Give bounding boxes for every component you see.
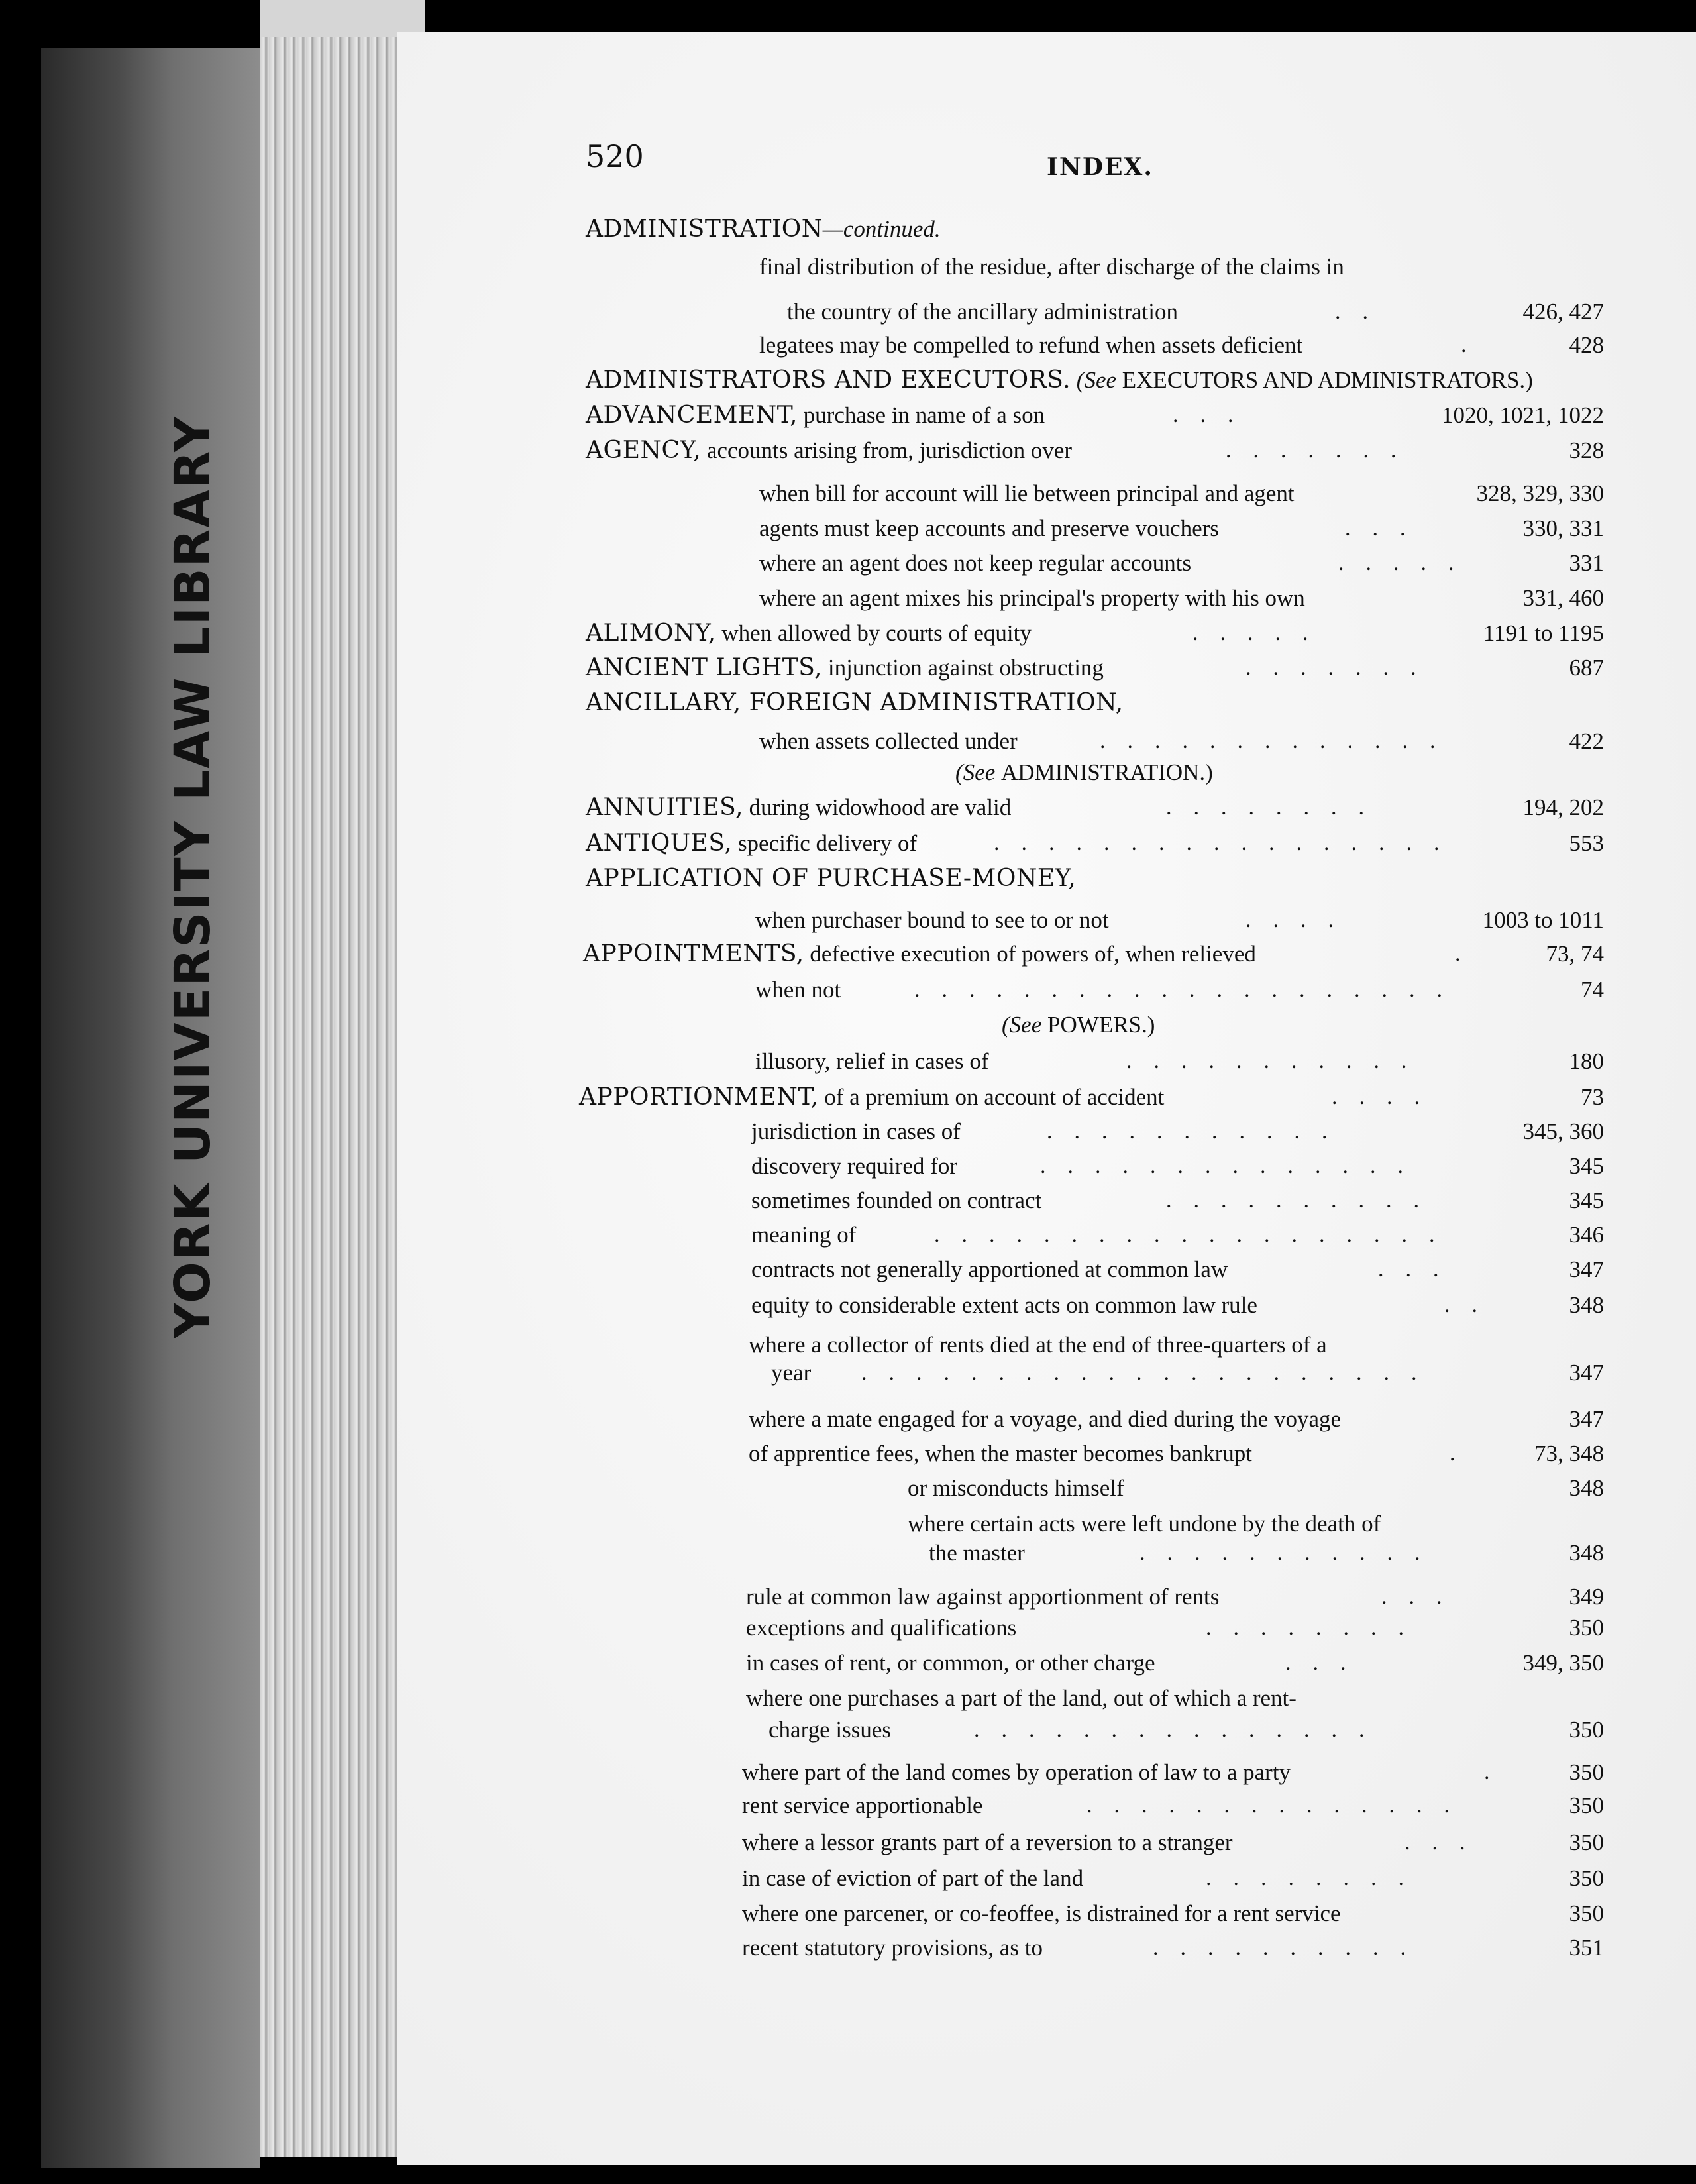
leader-dots: ...: [1285, 1651, 1368, 1675]
entry-pages: 349: [1569, 1584, 1604, 1610]
entry-text: the master: [929, 1540, 1025, 1566]
index-entry: [0, 907, 1696, 934]
leader-dots: .............: [1100, 729, 1458, 753]
entry-pages: 328: [1569, 437, 1604, 463]
entry-pages: 345: [1569, 1187, 1604, 1213]
entry-text: illusory, relief in cases of: [755, 1048, 989, 1074]
index-entry: [0, 977, 1696, 1003]
leader-dots: ....................: [914, 977, 1464, 1002]
entry-text: purchase in name of a son: [803, 402, 1045, 428]
entry-pages: 348: [1569, 1540, 1604, 1566]
leader-dots: .......: [1246, 655, 1438, 680]
entry-text: charge issues: [768, 1717, 891, 1743]
entry-text: when not: [755, 977, 841, 1003]
entry-pages: 350: [1569, 1865, 1604, 1891]
entry-pages: 349, 350: [1522, 1650, 1604, 1676]
index-entry: [0, 1048, 1696, 1075]
entry-pages: 1020, 1021, 1022: [1442, 402, 1604, 428]
leader-dots: ....: [1246, 908, 1355, 932]
entry-pages: 346: [1569, 1222, 1604, 1248]
entry-text: discovery required for: [751, 1153, 957, 1179]
index-entry: [0, 1759, 1696, 1786]
index-entry: [0, 655, 1696, 681]
index-entry: [0, 1332, 1696, 1358]
index-entry: [0, 254, 1696, 280]
entry-text: or misconducts himself: [908, 1475, 1124, 1501]
index-entry: [0, 1935, 1696, 1961]
entry-text: specific delivery of: [737, 830, 918, 856]
index-entry: [0, 865, 1696, 892]
entry-heading: ANTIQUES,: [586, 830, 733, 857]
entry-text: the country of the ancillary administration: [787, 299, 1178, 325]
entry-text: where a mate engaged for a voyage, and died during the voyage: [749, 1406, 1342, 1432]
index-entry: [0, 1685, 1696, 1712]
entry-heading: ADMINISTRATION: [586, 215, 823, 243]
index-entry: [0, 332, 1696, 358]
leader-dots: ..: [1444, 1293, 1499, 1317]
leader-dots: ...........: [1140, 1541, 1442, 1565]
entry-pages: 345: [1569, 1153, 1604, 1179]
leader-dots: ..............: [1086, 1793, 1471, 1818]
index-entry: [0, 1187, 1696, 1214]
leader-dots: ...: [1378, 1257, 1461, 1282]
page-number: 520: [586, 138, 644, 174]
index-entry: [0, 516, 1696, 542]
entry-pages: 350: [1569, 1792, 1604, 1818]
entry-text: meaning of: [751, 1222, 857, 1248]
entry-pages: 328, 329, 330: [1476, 480, 1604, 506]
index-entry: [0, 1650, 1696, 1676]
entry-pages: 350: [1569, 1717, 1604, 1743]
entry-heading: ADMINISTRATORS AND EXECUTORS.: [586, 366, 1071, 394]
entry-pages: 687: [1569, 655, 1604, 681]
index-entry: [0, 216, 1696, 243]
index-entry: [0, 1792, 1696, 1819]
entry-heading: APPLICATION OF PURCHASE-MONEY,: [586, 865, 1077, 892]
index-entry: [0, 1900, 1696, 1927]
index-entry: [0, 830, 1696, 857]
leader-dots: ..............: [1040, 1154, 1425, 1178]
entry-pages: 351: [1569, 1935, 1604, 1961]
entry-pages: 350: [1569, 1615, 1604, 1641]
entry-text: where an agent mixes his principal's property with his own: [759, 585, 1305, 611]
entry-heading: ALIMONY,: [586, 620, 716, 647]
entry-heading: APPOINTMENTS,: [583, 940, 804, 967]
leader-dots: ...............: [974, 1718, 1387, 1742]
entry-text: sometimes founded on contract: [751, 1187, 1042, 1213]
leader-dots: ...................: [934, 1223, 1457, 1247]
leader-dots: ...: [1345, 516, 1428, 541]
index-entry: [0, 1511, 1696, 1537]
entry-pages: 428: [1569, 332, 1604, 358]
entry-text: EXECUTORS AND ADMINISTRATORS.): [1122, 367, 1533, 393]
index-entry: [0, 1084, 1696, 1111]
entry-heading: AGENCY,: [586, 437, 702, 464]
index-entry: [0, 299, 1696, 325]
entry-pages: 331, 460: [1522, 585, 1604, 611]
entry-text: of a premium on account of accident: [824, 1084, 1165, 1110]
index-entry: [0, 480, 1696, 507]
entry-text: when purchaser bound to see to or not: [755, 907, 1109, 933]
index-entry: [0, 759, 1696, 786]
entry-heading: ANCILLARY, FOREIGN ADMINISTRATION,: [586, 689, 1124, 716]
entry-pages: 350: [1569, 1759, 1604, 1785]
entry-text: recent statutory provisions, as to: [742, 1935, 1043, 1961]
leader-dots: .....: [1192, 621, 1330, 645]
index-entry: [0, 690, 1696, 716]
entry-pages: 331: [1569, 550, 1604, 576]
entry-text: when allowed by courts of equity: [721, 620, 1032, 646]
entry-text: defective execution of powers of, when relieved: [810, 941, 1256, 967]
entry-pages: 73: [1581, 1084, 1604, 1110]
entry-text: when bill for account will lie between principal and agent: [759, 480, 1295, 506]
entry-text: where one parcener, or co-feoffee, is distrained for a rent service: [742, 1900, 1341, 1926]
entry-pages: 422: [1569, 728, 1604, 754]
index-entry: [0, 728, 1696, 755]
leader-dots: ........: [1206, 1866, 1426, 1890]
entry-text: where a lessor grants part of a reversion to a stranger: [742, 1829, 1233, 1855]
entry-pages: 194, 202: [1522, 794, 1604, 820]
entry-text: legatees may be compelled to refund when assets deficient: [759, 332, 1303, 358]
entry-pages: 426, 427: [1522, 299, 1604, 325]
entry-text: when assets collected under: [759, 728, 1018, 754]
running-header: INDEX.: [1047, 153, 1153, 181]
leader-dots: .: [1461, 333, 1489, 357]
leader-dots: ....: [1332, 1085, 1442, 1109]
index-entry: [0, 585, 1696, 612]
index-entry: [0, 367, 1696, 394]
entry-text: in cases of rent, or common, or other charge: [746, 1650, 1155, 1676]
leader-dots: ........: [1166, 795, 1386, 820]
index-entry: [0, 1360, 1696, 1386]
entry-pages: 1191 to 1195: [1483, 620, 1604, 646]
leader-dots: .: [1450, 1441, 1477, 1466]
leader-dots: ..........: [1153, 1936, 1428, 1960]
index-entry: [0, 437, 1696, 464]
leader-dots: ..........: [1166, 1188, 1441, 1213]
entry-pages: 348: [1569, 1475, 1604, 1501]
index-entry: [0, 402, 1696, 429]
entry-text: year: [771, 1360, 812, 1386]
index-entry: [0, 1119, 1696, 1145]
entry-heading: APPORTIONMENT,: [579, 1083, 819, 1111]
leader-dots: ...........: [1047, 1119, 1350, 1144]
leader-dots: ...........: [1126, 1049, 1429, 1073]
entry-text: during widowhood are valid: [749, 794, 1012, 820]
entry-heading: ADVANCEMENT,: [586, 402, 798, 429]
leader-dots: .................: [994, 831, 1461, 855]
see-reference: (See: [1002, 1012, 1042, 1038]
leader-dots: ...: [1404, 1830, 1487, 1855]
leader-dots: .....: [1338, 551, 1476, 575]
index-entry: [0, 1615, 1696, 1641]
leader-dots: ...: [1381, 1584, 1464, 1609]
entry-pages: 347: [1569, 1256, 1604, 1282]
entry-pages: 73, 348: [1534, 1441, 1604, 1466]
entry-text: of apprentice fees, when the master becomes bankrupt: [749, 1441, 1252, 1466]
leader-dots: .....................: [861, 1360, 1439, 1385]
index-entry: [0, 1292, 1696, 1319]
entry-text: jurisdiction in cases of: [751, 1119, 961, 1144]
index-entry: [0, 1222, 1696, 1248]
entry-text: where one purchases a part of the land, out of which a rent-: [746, 1685, 1297, 1711]
entry-text: where a collector of rents died at the end of three-quarters of a: [749, 1332, 1327, 1358]
index-entry: [0, 550, 1696, 576]
index-entry: [0, 1406, 1696, 1433]
entry-text: final distribution of the residue, after discharge of the claims in: [759, 254, 1344, 280]
entry-heading: ANCIENT LIGHTS,: [586, 654, 823, 681]
leader-dots: .: [1455, 942, 1483, 966]
entry-text: contracts not generally apportioned at common law: [751, 1256, 1228, 1282]
entry-text: agents must keep accounts and preserve vouchers: [759, 516, 1219, 541]
entry-text: in case of eviction of part of the land: [742, 1865, 1084, 1891]
entry-text: POWERS.): [1047, 1012, 1155, 1038]
entry-pages: 348: [1569, 1292, 1604, 1318]
entry-text: exceptions and qualifications: [746, 1615, 1017, 1641]
entry-heading: ANNUITIES,: [586, 794, 743, 821]
index-entry: [0, 1012, 1696, 1038]
index-entry: [0, 1540, 1696, 1566]
entry-text: accounts arising from, jurisdiction over: [706, 437, 1073, 463]
entry-pages: 347: [1569, 1360, 1604, 1386]
index-entry: [0, 620, 1696, 647]
library-stamp: YORK UNIVERSITY LAW LIBRARY: [164, 415, 221, 1338]
entry-pages: 350: [1569, 1900, 1604, 1926]
index-entry: [0, 1475, 1696, 1502]
entry-text: rent service apportionable: [742, 1792, 983, 1818]
entry-text: where an agent does not keep regular accounts: [759, 550, 1192, 576]
entry-text: equity to considerable extent acts on common law rule: [751, 1292, 1257, 1318]
entry-text: ADMINISTRATION.): [1000, 759, 1213, 785]
leader-dots: ...: [1173, 403, 1255, 427]
entry-pages: 1003 to 1011: [1482, 907, 1604, 933]
entry-pages: 74: [1581, 977, 1604, 1003]
index-entry: [0, 1717, 1696, 1743]
leader-dots: .: [1484, 1760, 1512, 1784]
entry-text: —continued.: [822, 216, 941, 242]
index-entry: [0, 1153, 1696, 1179]
see-reference: (See: [1076, 367, 1117, 393]
index-entry: [0, 941, 1696, 967]
index-entry: [0, 1256, 1696, 1283]
index-entry: [0, 1865, 1696, 1892]
leader-dots: ..: [1335, 300, 1390, 324]
entry-text: where part of the land comes by operation of law to a party: [742, 1759, 1291, 1785]
index-entry: [0, 1829, 1696, 1856]
entry-text: injunction against obstructing: [827, 655, 1104, 681]
leader-dots: ........: [1206, 1615, 1426, 1640]
entry-pages: 73, 74: [1546, 941, 1604, 967]
entry-text: where certain acts were left undone by the death of: [908, 1511, 1381, 1537]
index-entry: [0, 794, 1696, 821]
leader-dots: .......: [1226, 438, 1418, 463]
entry-text: rule at common law against apportionment of rents: [746, 1584, 1220, 1610]
see-reference: (See: [955, 759, 996, 785]
entry-pages: 330, 331: [1522, 516, 1604, 541]
entry-pages: 347: [1569, 1406, 1604, 1432]
index-entry: [0, 1441, 1696, 1467]
entry-pages: 345, 360: [1522, 1119, 1604, 1144]
index-entry: [0, 1584, 1696, 1610]
entry-pages: 553: [1569, 830, 1604, 856]
entry-pages: 180: [1569, 1048, 1604, 1074]
entry-pages: 350: [1569, 1829, 1604, 1855]
